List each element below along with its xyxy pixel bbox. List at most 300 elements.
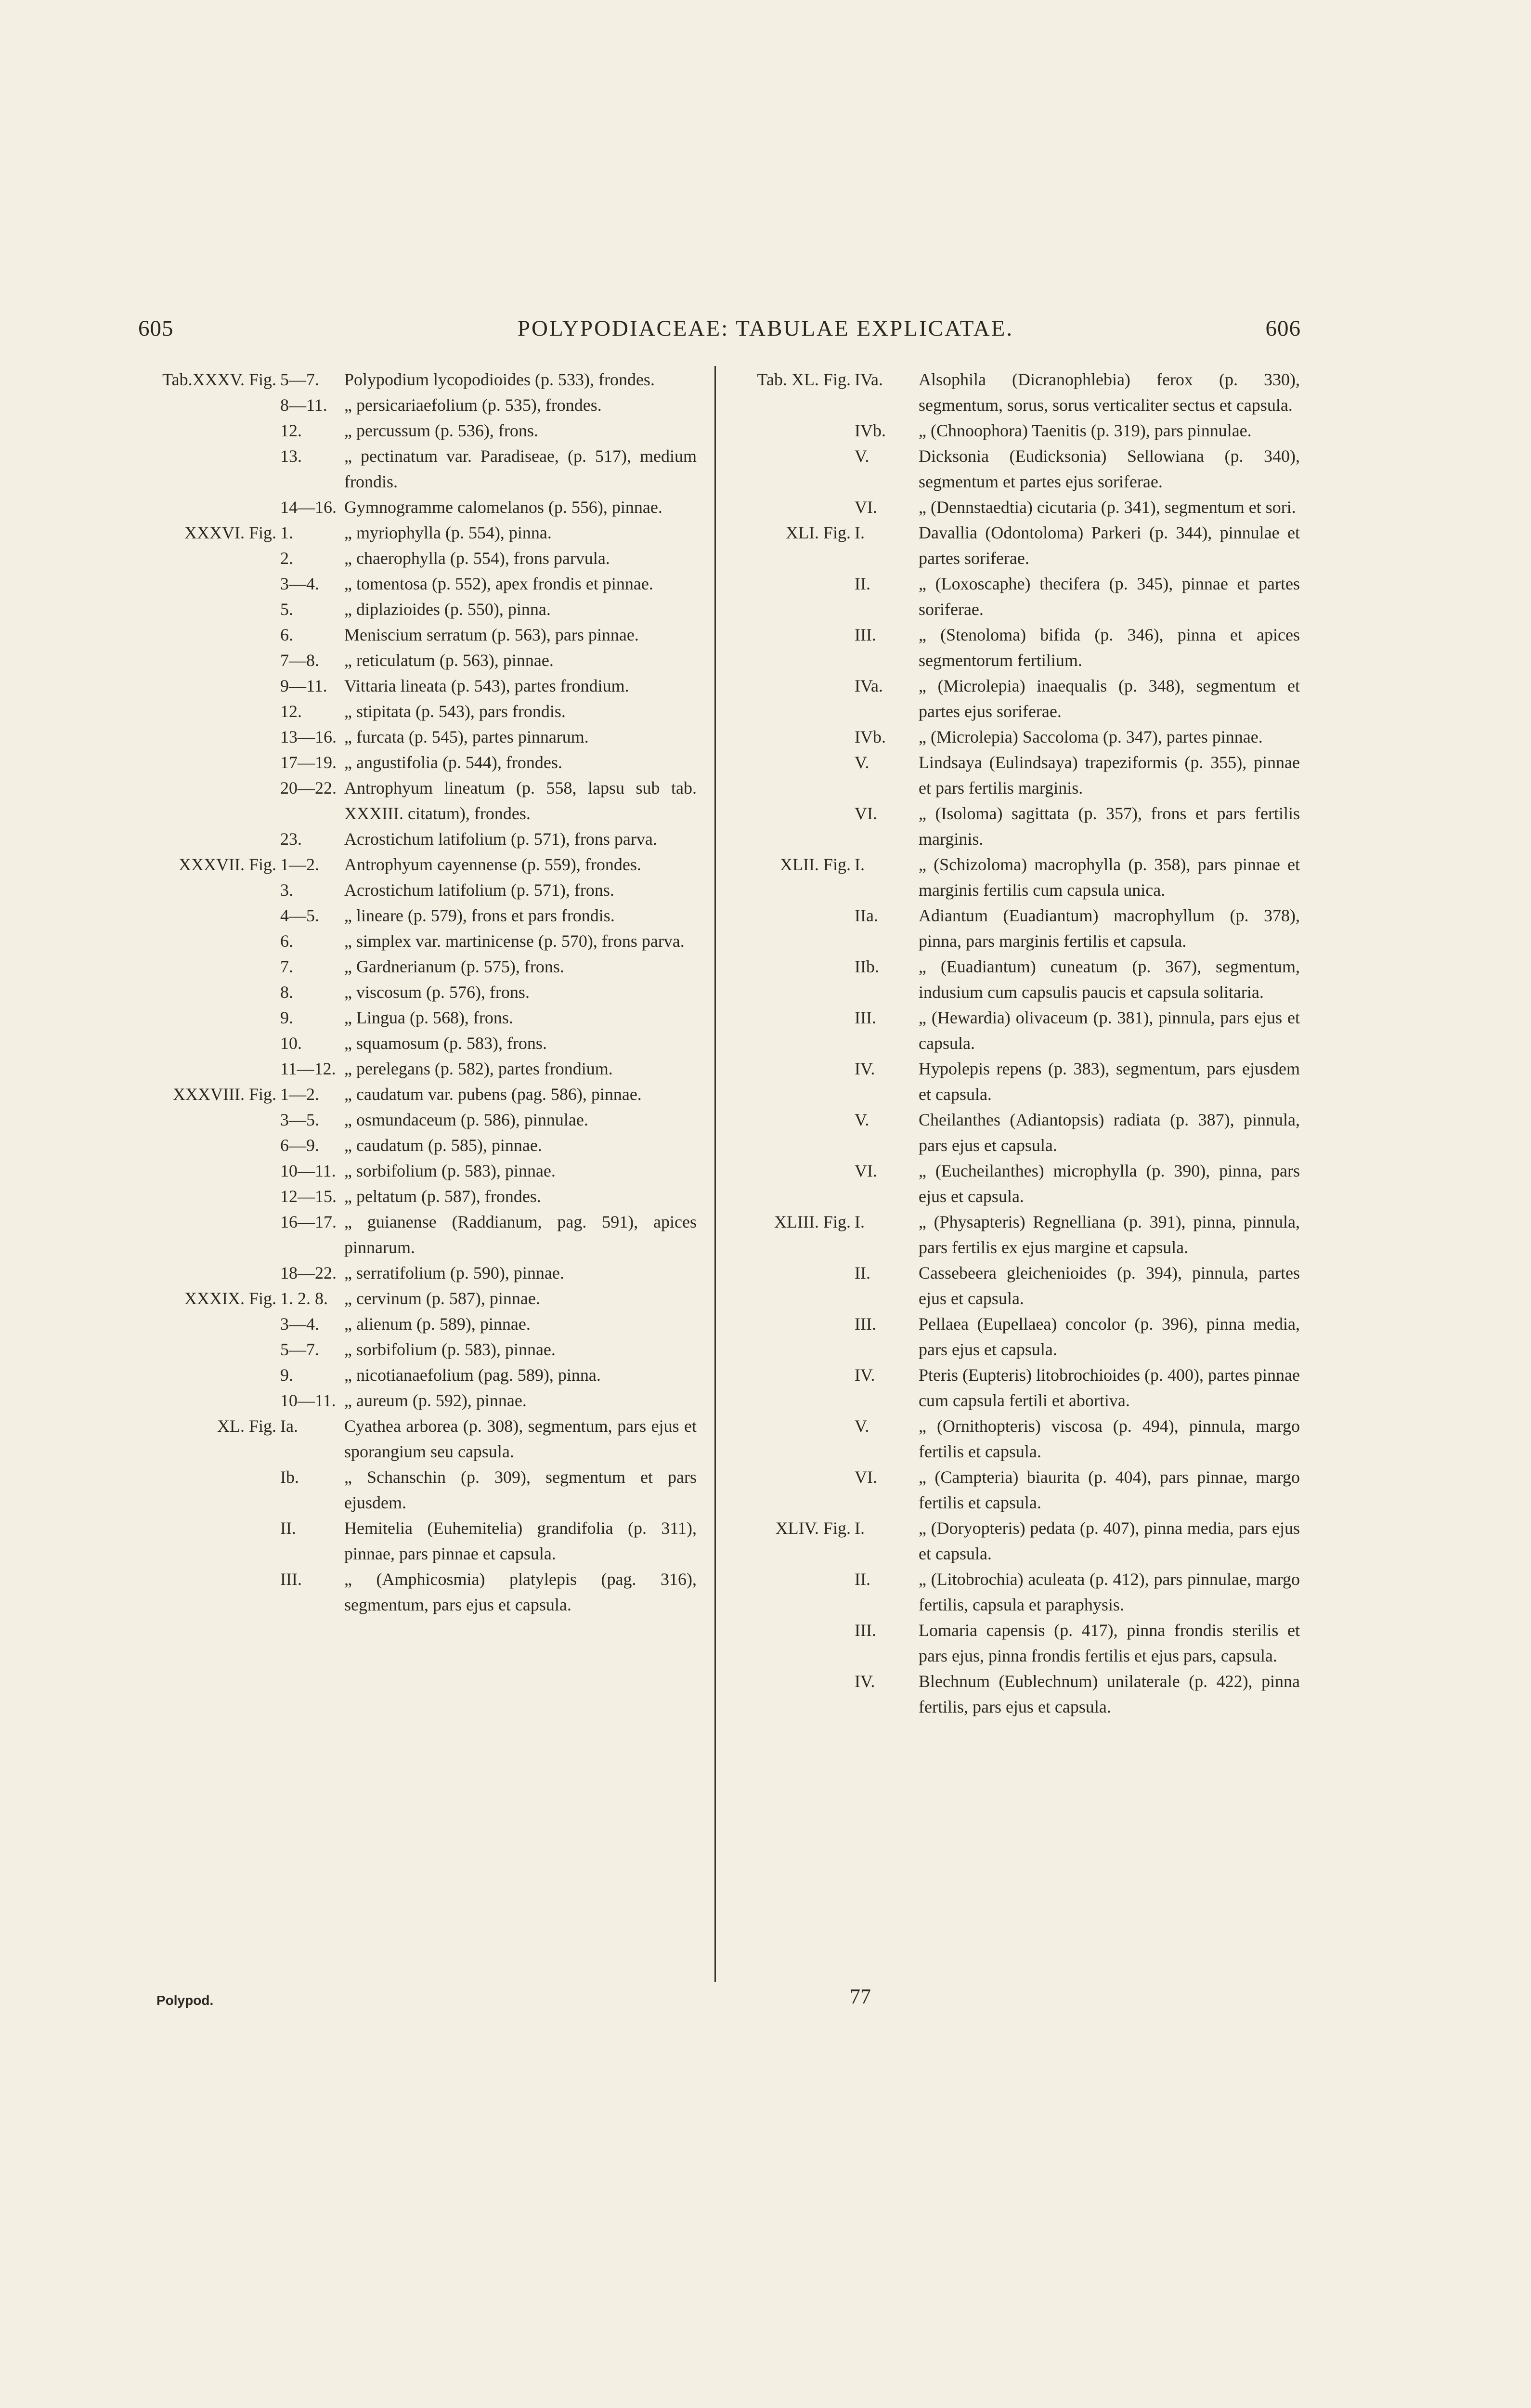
plate-entry [737, 1056, 1300, 1107]
figure-description: „ Gardnerianum (p. 575), frons. [344, 957, 564, 976]
figure-description: „ (Chnoophora) Taenitis (p. 319), pars pinnulae. [919, 421, 1252, 440]
plate-number [138, 954, 280, 980]
figure-number: VI. [855, 1467, 877, 1487]
printer-signature: 77 [850, 1985, 871, 2008]
figure-description: „ (Schizoloma) macrophylla (p. 358), pars pinnae et marginis fertilis cum capsula unica. [919, 855, 1300, 900]
figure-description: „ aureum (p. 592), pinnae. [344, 1391, 527, 1410]
figure-description: „ cervinum (p. 587), pinnae. [344, 1289, 540, 1308]
plate-entry [138, 903, 697, 929]
figure-description: „ nicotianaefolium (pag. 589), pinna. [344, 1365, 601, 1385]
figure-number: V. [855, 1416, 869, 1436]
plate-entry [138, 826, 697, 852]
figure-description: „ diplazioides (p. 550), pinna. [344, 600, 551, 619]
plate-entry [138, 418, 697, 444]
plate-entry [138, 571, 697, 597]
figure-description: Pteris (Eupteris) litobrochioides (p. 400), partes pinnae cum capsula fertili et abortiva. [919, 1365, 1300, 1410]
plate-label [737, 1311, 915, 1362]
figure-description: „ pectinatum var. Paradiseae, (p. 517), medium frondis. [344, 446, 697, 491]
figure-number: V. [855, 1110, 869, 1129]
figure-description: Cyathea arborea (p. 308), segmentum, pars ejus et sporangium seu capsula. [344, 1416, 697, 1461]
figure-number: III. [855, 1008, 876, 1027]
figure-description: „ (Euadiantum) cuneatum (p. 367), segmentum, indusium cum capsulis paucis et capsula solitaria. [919, 957, 1300, 1002]
plate-label [737, 622, 915, 673]
figure-description: Pellaea (Eupellaea) concolor (p. 396), pinna media, pars ejus et capsula. [919, 1314, 1300, 1359]
plate-label [737, 1158, 915, 1209]
plate-number: XLIV. Fig. [775, 1518, 851, 1538]
plate-number: XLI. Fig. [786, 523, 851, 542]
plate-entry [737, 367, 1300, 418]
figure-number: 3—5. [280, 1110, 319, 1129]
plate-number [138, 546, 280, 571]
figure-description: „ (Microlepia) Saccoloma (p. 347), partes pinnae. [919, 727, 1263, 746]
plate-number [138, 750, 280, 775]
figure-description: „ (Doryopteris) pedata (p. 407), pinna media, pars ejus et capsula. [919, 1518, 1300, 1563]
figure-description: „ sorbifolium (p. 583), pinnae. [344, 1161, 556, 1180]
plate-label [737, 954, 915, 1005]
plate-label [138, 750, 340, 775]
plate-label [138, 673, 340, 699]
plate-number [737, 1005, 855, 1056]
figure-number: 7—8. [280, 651, 319, 670]
plate-number [737, 1465, 855, 1516]
plate-entry [138, 750, 697, 775]
plate-number [138, 1465, 280, 1516]
figure-number: 5—7. [280, 370, 319, 389]
plate-number [737, 1311, 855, 1362]
plate-entry [138, 367, 697, 393]
plate-entry [138, 1082, 697, 1107]
plate-number [138, 1362, 280, 1388]
figure-number: 11—12. [280, 1059, 336, 1078]
plate-number [737, 418, 855, 444]
plate-number [737, 1413, 855, 1465]
plate-label [737, 1618, 915, 1669]
plate-entry [138, 1056, 697, 1082]
figure-number: IVb. [855, 421, 886, 440]
plate-label [138, 1337, 340, 1362]
plate-label [138, 1158, 340, 1184]
plate-label [737, 520, 915, 571]
plate-number [737, 444, 855, 495]
figure-description: Cassebeera gleichenioides (p. 394), pinnula, partes ejus et capsula. [919, 1263, 1300, 1308]
plate-label [138, 1388, 340, 1413]
plate-entry [138, 1158, 697, 1184]
plate-entry [138, 673, 697, 699]
figure-description: „ peltatum (p. 587), frondes. [344, 1187, 541, 1206]
plate-number [138, 1311, 280, 1337]
figure-number: IV. [855, 1365, 875, 1385]
plate-number [138, 597, 280, 622]
plate-entry [138, 444, 697, 495]
figure-description: „ (Hewardia) olivaceum (p. 381), pinnula, pars ejus et capsula. [919, 1008, 1300, 1053]
figure-number: 5—7. [280, 1340, 319, 1359]
plate-number [138, 1516, 280, 1567]
plate-number: XLIII. Fig. [774, 1212, 851, 1231]
figure-number: VI. [855, 804, 877, 823]
plate-entry [737, 1260, 1300, 1311]
plate-number [138, 929, 280, 954]
plate-number [737, 903, 855, 954]
figure-number: Ib. [280, 1467, 299, 1487]
page-number-left: 605 [138, 316, 174, 341]
figure-description: Adiantum (Euadiantum) macrophyllum (p. 378), pinna, pars marginis fertilis et capsula. [919, 906, 1300, 951]
plate-label [138, 444, 340, 495]
figure-number: 3. [280, 880, 293, 900]
plate-number [737, 1056, 855, 1107]
plate-label [138, 1031, 340, 1056]
plate-number [737, 673, 855, 724]
figure-number: V. [855, 753, 869, 772]
figure-description: „ reticulatum (p. 563), pinnae. [344, 651, 554, 670]
plate-label [737, 801, 915, 852]
figure-number: 12. [280, 421, 302, 440]
plate-entry [737, 724, 1300, 750]
figure-description: Antrophyum lineatum (p. 558, lapsu sub tab. XXXIII. citatum), frondes. [344, 778, 697, 823]
plate-entry [737, 1362, 1300, 1413]
plate-number [138, 622, 280, 648]
plate-number [737, 1107, 855, 1158]
plate-number [138, 1005, 280, 1031]
plate-label [737, 367, 915, 418]
plate-number [138, 877, 280, 903]
plate-label [138, 954, 340, 980]
figure-number: III. [855, 1621, 876, 1640]
plate-label [138, 699, 340, 724]
figure-description: „ (Eucheilanthes) microphylla (p. 390), pinna, pars ejus et capsula. [919, 1161, 1300, 1206]
figure-description: „ stipitata (p. 543), pars frondis. [344, 702, 566, 721]
figure-description: Dicksonia (Eudicksonia) Sellowiana (p. 340), segmentum et partes ejus soriferae. [919, 446, 1300, 491]
plate-label [138, 622, 340, 648]
left-column [138, 367, 697, 1618]
plate-label [737, 1669, 915, 1720]
plate-number [138, 418, 280, 444]
figure-description: Antrophyum cayennense (p. 559), frondes. [344, 855, 641, 874]
plate-entry [138, 1107, 697, 1133]
plate-label [737, 1005, 915, 1056]
figure-description: Acrostichum latifolium (p. 571), frons. [344, 880, 614, 900]
figure-description: „ Lingua (p. 568), frons. [344, 1008, 513, 1027]
figure-description: „ alienum (p. 589), pinnae. [344, 1314, 531, 1334]
figure-number: 6—9. [280, 1136, 319, 1155]
figure-number: 1—2. [280, 1085, 319, 1104]
figure-number: 23. [280, 829, 302, 849]
figure-number: I. [855, 855, 865, 874]
plate-number [138, 980, 280, 1005]
plate-label [737, 571, 915, 622]
plate-label [737, 1260, 915, 1311]
figure-number: 3—4. [280, 574, 319, 593]
plate-label [138, 826, 340, 852]
column-divider [714, 366, 716, 1982]
figure-description: „ percussum (p. 536), frons. [344, 421, 538, 440]
plate-number [138, 648, 280, 673]
plate-entry [737, 1107, 1300, 1158]
plate-number [737, 954, 855, 1005]
plate-entry [138, 1362, 697, 1388]
figure-description: „ (Physapteris) Regnelliana (p. 391), pinna, pinnula, pars fertilis ex ejus margine et capsula. [919, 1212, 1300, 1257]
plate-entry [138, 1388, 697, 1413]
plate-entry [138, 1031, 697, 1056]
figure-description: „ angustifolia (p. 544), frondes. [344, 753, 562, 772]
plate-label [138, 724, 340, 750]
plate-number [737, 1158, 855, 1209]
plate-entry [737, 1618, 1300, 1669]
figure-number: 5. [280, 600, 293, 619]
plate-entry [138, 852, 697, 877]
plate-label [138, 1516, 340, 1567]
figure-number: 1. 2. 8. [280, 1289, 328, 1308]
plate-number [138, 571, 280, 597]
plate-entry [138, 520, 697, 546]
plate-label [138, 393, 340, 418]
plate-number [138, 1056, 280, 1082]
plate-label [138, 1567, 340, 1618]
plate-number [138, 1133, 280, 1158]
plate-number [138, 673, 280, 699]
figure-number: 12. [280, 702, 302, 721]
figure-description: „ (Microlepia) inaequalis (p. 348), segmentum et partes ejus soriferae. [919, 676, 1300, 721]
plate-entry [737, 954, 1300, 1005]
figure-number: IIb. [855, 957, 879, 976]
figure-description: Lomaria capensis (p. 417), pinna frondis sterilis et pars ejus, pinna frondis fertilis et ejus pars, capsula. [919, 1621, 1300, 1665]
figure-number: 10—11. [280, 1391, 336, 1410]
page-number-right: 606 [1265, 316, 1301, 341]
figure-number: III. [280, 1570, 302, 1589]
figure-description: Alsophila (Dicranophlebia) ferox (p. 330), segmentum, sorus, sorus verticaliter sectus et capsula. [919, 370, 1300, 415]
figure-number: IVb. [855, 727, 886, 746]
plate-number: XXXVII. Fig. [179, 855, 276, 874]
plate-entry [138, 1413, 697, 1465]
figure-description: „ caudatum (p. 585), pinnae. [344, 1136, 542, 1155]
plate-label [138, 1107, 340, 1133]
figure-number: 1—2. [280, 855, 319, 874]
plate-entry [138, 1337, 697, 1362]
plate-label [737, 1056, 915, 1107]
plate-label [737, 495, 915, 520]
figure-number: II. [855, 1263, 870, 1283]
plate-label [138, 1362, 340, 1388]
plate-entry [138, 929, 697, 954]
plate-label [138, 1465, 340, 1516]
figure-description: „ (Amphicosmia) platylepis (pag. 316), segmentum, pars ejus et capsula. [344, 1570, 697, 1614]
figure-number: 1. [280, 523, 293, 542]
figure-description: „ myriophylla (p. 554), pinna. [344, 523, 552, 542]
figure-description: „ (Dennstaedtia) cicutaria (p. 341), segmentum et sori. [919, 497, 1296, 517]
figure-number: 16—17. [280, 1212, 337, 1231]
plate-entry [737, 1669, 1300, 1720]
figure-number: I. [855, 1518, 865, 1538]
plate-entry [737, 520, 1300, 571]
figure-number: VI. [855, 497, 877, 517]
plate-number [138, 826, 280, 852]
plate-entry [737, 1413, 1300, 1465]
plate-number: Tab. XL. Fig. [757, 370, 851, 389]
plate-label [138, 1005, 340, 1031]
plate-entry [737, 1005, 1300, 1056]
figure-description: „ (Loxoscaphe) thecifera (p. 345), pinnae et partes soriferae. [919, 574, 1300, 619]
figure-number: II. [855, 1570, 870, 1589]
figure-number: III. [855, 1314, 876, 1334]
figure-number: 18—22. [280, 1263, 337, 1283]
figure-description: Polypodium lycopodioides (p. 533), frondes. [344, 370, 655, 389]
plate-number [138, 1388, 280, 1413]
plate-entry [737, 852, 1300, 903]
figure-description: Acrostichum latifolium (p. 571), frons parva. [344, 829, 657, 849]
plate-label [737, 750, 915, 801]
plate-label [138, 1056, 340, 1082]
figure-number: 9. [280, 1008, 293, 1027]
figure-number: 3—4. [280, 1314, 319, 1334]
plate-entry [138, 1465, 697, 1516]
plate-number [138, 1158, 280, 1184]
figure-description: „ lineare (p. 579), frons et pars frondis. [344, 906, 615, 925]
plate-number [737, 571, 855, 622]
plate-number [737, 750, 855, 801]
plate-label [138, 1413, 340, 1465]
plate-entry [737, 418, 1300, 444]
plate-number: XL. Fig. [217, 1416, 276, 1436]
plate-number [138, 903, 280, 929]
plate-entry [737, 1465, 1300, 1516]
plate-number [737, 1362, 855, 1413]
figure-description: „ perelegans (p. 582), partes frondium. [344, 1059, 613, 1078]
plate-entry [737, 1311, 1300, 1362]
plate-label [138, 418, 340, 444]
plate-label [737, 1465, 915, 1516]
plate-label [138, 495, 340, 520]
figure-description: „ tomentosa (p. 552), apex frondis et pinnae. [344, 574, 653, 593]
figure-number: 13—16. [280, 727, 337, 746]
figure-description: „ serratifolium (p. 590), pinnae. [344, 1263, 564, 1283]
figure-description: „ viscosum (p. 576), frons. [344, 982, 530, 1002]
plate-entry [737, 444, 1300, 495]
plate-number [737, 1567, 855, 1618]
figure-number: 14—16. [280, 497, 337, 517]
plate-label [138, 1184, 340, 1209]
plate-number: XXXVI. Fig. [184, 523, 276, 542]
plate-number [737, 495, 855, 520]
plate-entry [138, 495, 697, 520]
plate-entry [737, 495, 1300, 520]
figure-description: „ chaerophylla (p. 554), frons parvula. [344, 549, 610, 568]
plate-number [737, 1669, 855, 1720]
figure-description: „ squamosum (p. 583), frons. [344, 1034, 547, 1053]
figure-number: 4—5. [280, 906, 319, 925]
plate-entry [138, 597, 697, 622]
figure-description: Vittaria lineata (p. 543), partes frondium. [344, 676, 629, 695]
figure-description: „ sorbifolium (p. 583), pinnae. [344, 1340, 556, 1359]
plate-number [737, 801, 855, 852]
plate-number: XXXVIII. Fig. [173, 1085, 276, 1104]
figure-number: VI. [855, 1161, 877, 1180]
plate-entry [737, 1516, 1300, 1567]
running-title: POLYPODIACEAE: TABULAE EXPLICATAE. [517, 316, 1014, 341]
plate-number [138, 775, 280, 826]
figure-number: I. [855, 1212, 865, 1231]
figure-description: „ (Campteria) biaurita (p. 404), pars pinnae, margo fertilis et capsula. [919, 1467, 1300, 1512]
figure-description: Meniscium serratum (p. 563), pars pinnae. [344, 625, 639, 644]
plate-label [737, 903, 915, 954]
plate-number [138, 393, 280, 418]
figure-number: 20—22. [280, 778, 337, 798]
plate-entry [138, 622, 697, 648]
plate-label [737, 852, 915, 903]
plate-entry [737, 801, 1300, 852]
figure-number: I. [855, 523, 865, 542]
figure-description: Blechnum (Eublechnum) unilaterale (p. 422), pinna fertilis, pars ejus et capsula. [919, 1672, 1300, 1716]
plate-label [138, 520, 340, 546]
figure-description: Gymnogramme calomelanos (p. 556), pinnae. [344, 497, 662, 517]
figure-description: „ osmundaceum (p. 586), pinnulae. [344, 1110, 588, 1129]
figure-number: 10—11. [280, 1161, 336, 1180]
figure-description: „ (Stenoloma) bifida (p. 346), pinna et apices segmentorum fertilium. [919, 625, 1300, 670]
figure-number: 13. [280, 446, 302, 466]
plate-label [138, 571, 340, 597]
plate-entry [138, 1516, 697, 1567]
plate-entry [138, 980, 697, 1005]
figure-description: Lindsaya (Eulindsaya) trapeziformis (p. 355), pinnae et pars fertilis marginis. [919, 753, 1300, 798]
figure-number: V. [855, 446, 869, 466]
plate-entry [138, 1133, 697, 1158]
plate-entry [737, 571, 1300, 622]
plate-entry [737, 903, 1300, 954]
plate-label [138, 929, 340, 954]
plate-entry [737, 622, 1300, 673]
figure-description: „ Schanschin (p. 309), segmentum et pars ejusdem. [344, 1467, 697, 1512]
plate-label [737, 1516, 915, 1567]
plate-number [138, 1209, 280, 1260]
figure-description: Hemitelia (Euhemitelia) grandifolia (p. 311), pinnae, pars pinnae et capsula. [344, 1518, 697, 1563]
plate-number [138, 444, 280, 495]
plate-number [737, 1260, 855, 1311]
figure-description: „ caudatum var. pubens (pag. 586), pinnae. [344, 1085, 642, 1104]
figure-number: IV. [855, 1672, 875, 1691]
figure-number: II. [855, 574, 870, 593]
plate-entry [737, 1158, 1300, 1209]
plate-label [138, 903, 340, 929]
figure-number: 6. [280, 625, 293, 644]
plate-entry [138, 546, 697, 571]
plate-label [138, 980, 340, 1005]
plate-number [737, 1618, 855, 1669]
plate-entry [138, 724, 697, 750]
figure-number: III. [855, 625, 876, 644]
plate-entry [138, 699, 697, 724]
plate-number [138, 1337, 280, 1362]
figure-number: 17—19. [280, 753, 337, 772]
figure-description: „ furcata (p. 545), partes pinnarum. [344, 727, 589, 746]
figure-description: „ simplex var. martinicense (p. 570), frons parva. [344, 931, 685, 951]
figure-description: „ (Isoloma) sagittata (p. 357), frons et pars fertilis marginis. [919, 804, 1300, 849]
plate-label [138, 1311, 340, 1337]
figure-number: 9. [280, 1365, 293, 1385]
figure-description: Hypolepis repens (p. 383), segmentum, pars ejusdem et capsula. [919, 1059, 1300, 1104]
figure-description: „ persicariaefolium (p. 535), frondes. [344, 395, 602, 415]
plate-entry [737, 1209, 1300, 1260]
plate-label [138, 775, 340, 826]
plate-label [138, 546, 340, 571]
plate-entry [737, 750, 1300, 801]
plate-number: XLII. Fig. [780, 855, 851, 874]
plate-label [737, 1209, 915, 1260]
figure-number: IIa. [855, 906, 878, 925]
figure-description: Davallia (Odontoloma) Parkeri (p. 344), pinnulae et partes soriferae. [919, 523, 1300, 568]
figure-description: „ (Litobrochia) aculeata (p. 412), pars pinnulae, margo fertilis, capsula et paraphysis. [919, 1570, 1300, 1614]
figure-description: „ guianense (Raddianum, pag. 591), apices pinnarum. [344, 1212, 697, 1257]
right-column [737, 367, 1300, 1720]
plate-label [138, 648, 340, 673]
plate-number [138, 699, 280, 724]
